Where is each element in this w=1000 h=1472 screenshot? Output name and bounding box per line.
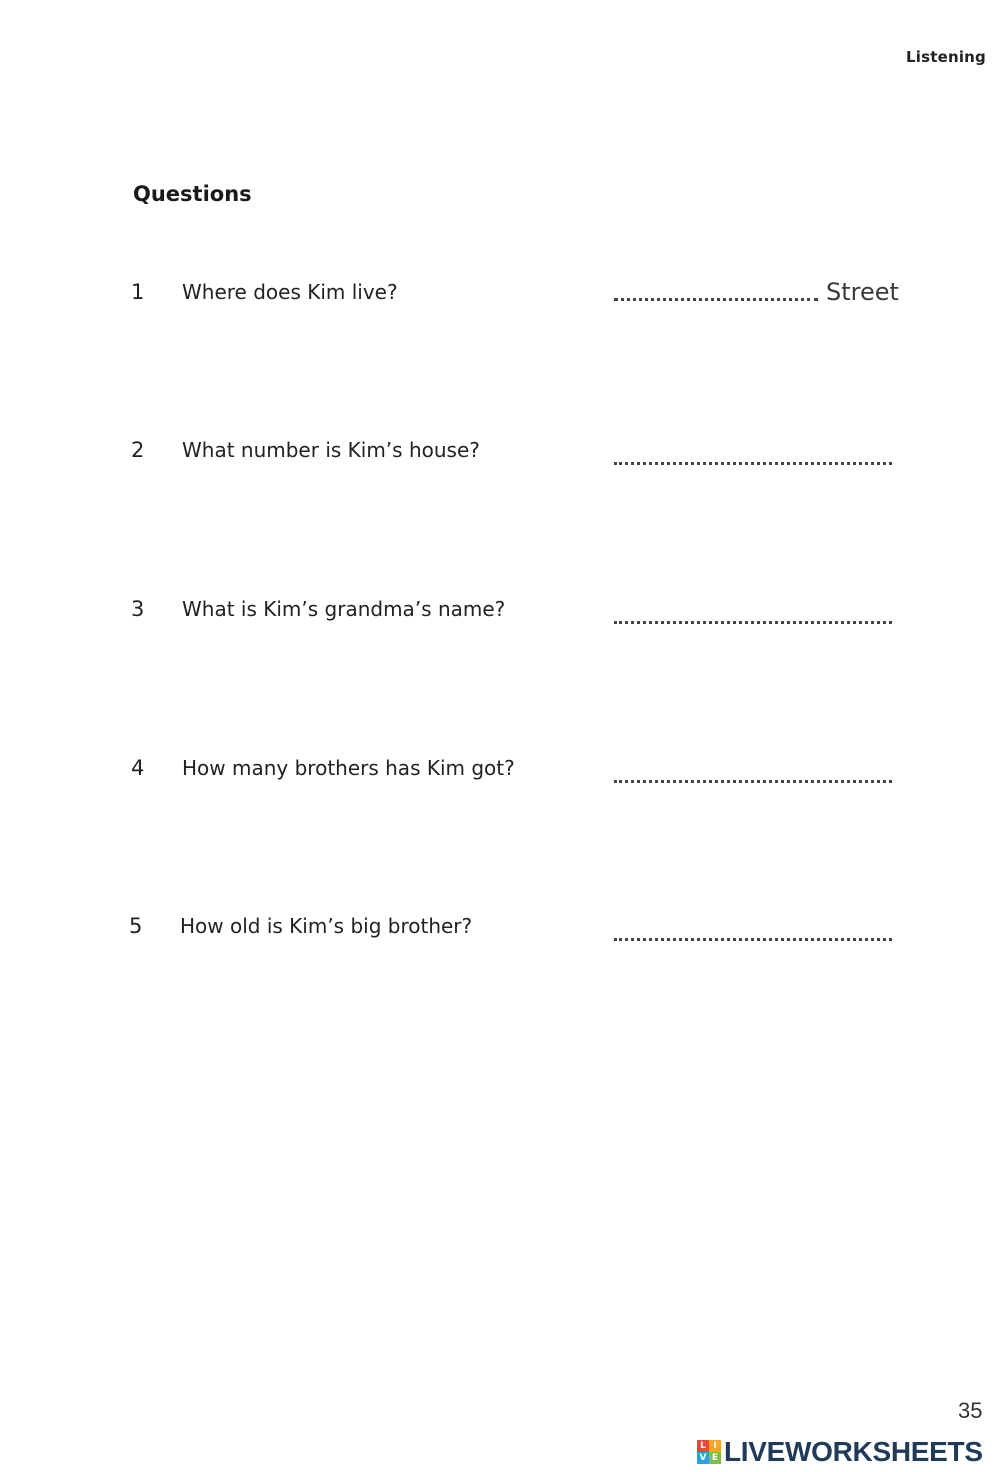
- question-text: What number is Kim’s house?: [182, 438, 480, 462]
- watermark-text: LIVEWORKSHEETS: [724, 1436, 983, 1467]
- question-number: 2: [131, 438, 145, 462]
- logo-tile-v: V: [697, 1452, 709, 1464]
- question-5: [0, 914, 1000, 974]
- question-number: 1: [131, 280, 145, 304]
- answer-field[interactable]: [614, 621, 892, 624]
- answer-field[interactable]: [614, 298, 818, 301]
- question-1: [0, 280, 1000, 340]
- liveworksheets-watermark: [697, 1434, 983, 1470]
- question-text: How many brothers has Kim got?: [182, 756, 515, 780]
- question-text: What is Kim’s grandma’s name?: [182, 597, 506, 621]
- question-number: 4: [131, 756, 145, 780]
- answer-field[interactable]: [614, 938, 892, 941]
- answer-field[interactable]: [614, 462, 892, 465]
- logo-tile-e: E: [709, 1452, 721, 1464]
- question-number: 3: [131, 597, 145, 621]
- logo-tile-l: L: [697, 1440, 709, 1452]
- page-number: 35: [958, 1398, 983, 1423]
- logo-tile-i: I: [709, 1440, 721, 1452]
- answer-suffix: Street: [826, 278, 899, 306]
- question-text: Where does Kim live?: [182, 280, 398, 304]
- question-4: [0, 756, 1000, 816]
- question-text: How old is Kim’s big brother?: [180, 914, 473, 938]
- answer-field[interactable]: [614, 780, 892, 783]
- question-2: [0, 438, 1000, 498]
- question-number: 5: [129, 914, 143, 938]
- question-3: [0, 597, 1000, 657]
- liveworksheets-logo-icon: [697, 1440, 721, 1464]
- section-tag: Listening: [905, 48, 986, 66]
- page-title: Questions: [133, 182, 252, 206]
